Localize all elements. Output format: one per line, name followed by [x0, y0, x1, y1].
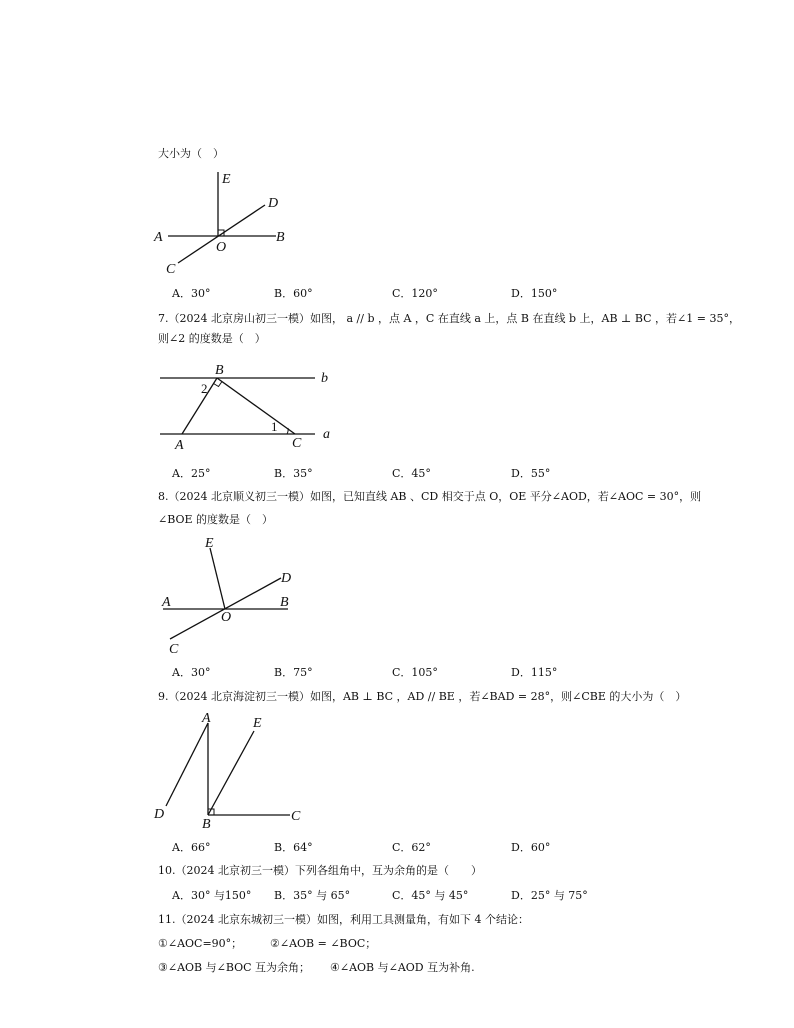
q9-option-c: C．62° — [392, 841, 431, 854]
q11-statement-2: ②∠AOB = ∠BOC； — [270, 937, 377, 950]
q6-figure — [150, 165, 300, 280]
q10-option-c: C．45° 与 45° — [392, 889, 469, 902]
q10-option-b: B．35° 与 65° — [274, 889, 351, 902]
q6-option-a: A．30° — [172, 287, 211, 300]
q7-label-b-point: B — [215, 363, 224, 378]
q6-option-d: D．150° — [511, 287, 558, 300]
q11-statement-4: ④∠AOB 与∠AOD 互为补角. — [330, 961, 475, 974]
q6-stem-tail: 大小为（ ） — [158, 147, 224, 160]
q8-option-a: A．30° — [172, 666, 211, 679]
q7-option-c: C．45° — [392, 467, 431, 480]
q8-stem-line1: 8.（2024 北京顺义初三一模）如图，已知直线 AB 、CD 相交于点 O，OE 平分∠AOD，若∠AOC = 30°，则 — [158, 490, 702, 503]
q7-label-angle-2: 2 — [201, 381, 208, 396]
q10-stem: 10.（2024 北京初三一模）下列各组角中，互为余角的是（ ） — [158, 864, 482, 877]
q8-option-b: B．75° — [274, 666, 313, 679]
q10-option-d: D．25° 与 75° — [511, 889, 588, 902]
q7-stem-line1: 7.（2024 北京房山初三一模）如图， a // b ，点 A ，C 在直线 a 上，点 B 在直线 b 上，AB ⊥ BC ，若∠1 = 35°， — [158, 312, 740, 325]
q6-label-d: D — [268, 196, 279, 211]
q7-option-a: A．25° — [172, 467, 211, 480]
q8-label-d: D — [281, 571, 292, 586]
q6-option-c: C．120° — [392, 287, 438, 300]
q8-figure — [155, 535, 305, 657]
q7-figure — [155, 360, 345, 455]
q9-label-e: E — [253, 716, 262, 731]
q11-statement-3: ③∠AOB 与∠BOC 互为余角； — [158, 961, 311, 974]
q10-option-a: A．30° 与150° — [172, 889, 252, 902]
q6-label-a: A — [154, 230, 163, 245]
q9-option-d: D．60° — [511, 841, 551, 854]
q8-label-o: O — [221, 610, 232, 625]
q9-label-d: D — [154, 807, 165, 822]
q7-label-b-line: b — [321, 371, 328, 386]
q9-figure — [150, 708, 310, 833]
q7-option-d: D．55° — [511, 467, 551, 480]
q6-label-c: C — [166, 262, 176, 277]
q8-stem-line2: ∠BOE 的度数是（ ） — [158, 513, 274, 526]
q7-label-c: C — [292, 436, 302, 451]
q7-option-b: B．35° — [274, 467, 313, 480]
q9-label-c: C — [291, 809, 301, 824]
q8-option-d: D．115° — [511, 666, 558, 679]
q7-label-a-point: A — [175, 438, 184, 453]
q6-label-o: O — [216, 240, 227, 255]
q9-stem-line1: 9.（2024 北京海淀初三一模）如图，AB ⊥ BC ，AD // BE ，若∠BAD = 28°，则∠CBE 的大小为（ ） — [158, 690, 687, 703]
q7-stem-line2: 则∠2 的度数是（ ） — [158, 332, 266, 345]
q9-label-b: B — [202, 817, 211, 832]
q6-label-e: E — [222, 172, 231, 187]
q8-option-c: C．105° — [392, 666, 438, 679]
q8-label-e: E — [205, 536, 214, 551]
q7-label-a-line: a — [323, 427, 330, 442]
q9-label-a: A — [202, 711, 211, 726]
q9-option-b: B．64° — [274, 841, 313, 854]
q11-stem: 11.（2024 北京东城初三一模）如图，利用工具测量角，有如下 4 个结论： — [158, 913, 529, 926]
q11-statement-1: ①∠AOC=90°； — [158, 937, 243, 950]
q8-label-c: C — [169, 642, 179, 657]
q6-option-b: B．60° — [274, 287, 313, 300]
q6-label-b: B — [276, 230, 285, 245]
q8-label-b: B — [280, 595, 289, 610]
q7-label-angle-1: 1 — [271, 419, 278, 434]
q9-option-a: A．66° — [172, 841, 211, 854]
q8-label-a: A — [162, 595, 171, 610]
